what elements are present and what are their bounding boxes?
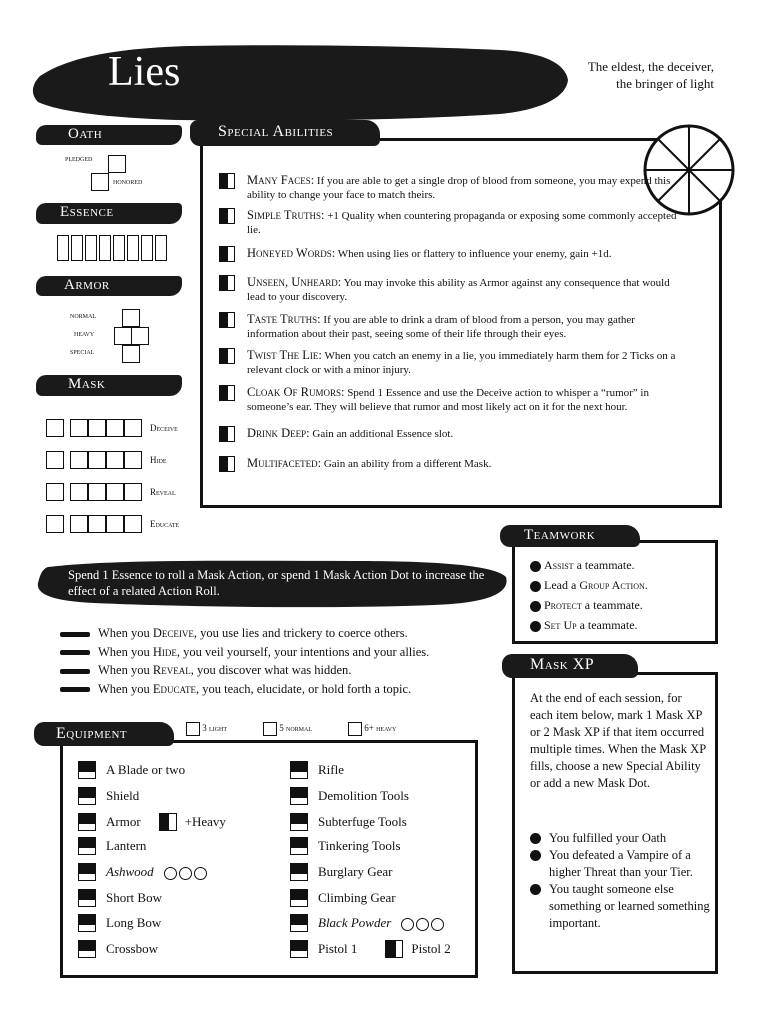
pistol-2-checkbox[interactable] xyxy=(385,940,403,958)
mask-dot[interactable] xyxy=(88,515,106,533)
ability-text: If you are able to get a single drop of blood from someone, you may expend this ability to change your face to match theirs. xyxy=(247,175,671,201)
ability-simple-truths[interactable] xyxy=(219,208,689,237)
mask-dot[interactable] xyxy=(124,483,142,501)
equip-label: Burglary Gear xyxy=(318,864,393,879)
equip-label: Shield xyxy=(106,788,140,803)
ability-name: Simple Truths: xyxy=(247,208,325,222)
oath-honored-checkbox[interactable] xyxy=(91,173,109,191)
teamwork-item-b: a teammate. xyxy=(576,618,638,632)
equip-item[interactable] xyxy=(290,812,407,832)
equip-item[interactable] xyxy=(290,939,451,959)
load-checkbox[interactable] xyxy=(263,722,277,736)
oath-pledged-checkbox[interactable] xyxy=(108,155,126,173)
equip-item[interactable] xyxy=(290,862,392,882)
armor-label: Armor xyxy=(64,277,110,293)
when-lines xyxy=(60,624,429,698)
oath-header xyxy=(36,125,182,145)
when-line xyxy=(60,624,429,643)
load-options xyxy=(186,722,396,736)
ammo-circle[interactable] xyxy=(431,918,444,931)
essence-slot[interactable] xyxy=(113,235,125,261)
teamwork-header xyxy=(500,525,640,547)
equip-checkbox[interactable] xyxy=(78,863,96,881)
ability-multifaceted[interactable] xyxy=(219,456,689,471)
equip-checkbox[interactable] xyxy=(78,889,96,907)
oath-pledged-label: pledged xyxy=(65,154,93,163)
teamwork-item-a: Protect xyxy=(544,598,582,612)
teamwork-item-a: Lead a xyxy=(544,578,580,592)
teamwork-item-b: Group Action. xyxy=(579,578,648,592)
armor-normal-checkbox[interactable] xyxy=(122,309,140,327)
when-verb: Educate xyxy=(152,681,196,696)
mask-action-row xyxy=(46,476,179,508)
tagline xyxy=(588,58,714,92)
bullet-icon xyxy=(530,850,541,861)
teamwork-item xyxy=(530,555,648,575)
mask-xp-item-text: You taught someone else something or learned something important. xyxy=(549,882,710,930)
mask-xp-intro: At the end of each session, for each item below, mark 1 Mask XP or 2 Mask XP if that item occurred multiple times. When the Mask XP fills, choose a new Special Ability or add a new Mask Dot. xyxy=(530,691,706,790)
oath-label: Oath xyxy=(68,126,103,142)
tagline-line-2: the bringer of light xyxy=(616,76,714,91)
heavy-label: +Heavy xyxy=(184,814,226,829)
ability-name: Taste Truths: xyxy=(247,312,321,326)
oath-honored-label: honored xyxy=(113,177,143,186)
essence-label: Essence xyxy=(60,204,114,220)
load-checkbox[interactable] xyxy=(186,722,200,736)
mask-xp-item-text: You fulfilled your Oath xyxy=(549,831,667,845)
ammo-circles[interactable] xyxy=(399,915,444,931)
ability-name: Drink Deep: xyxy=(247,426,310,440)
mask-xp-header xyxy=(502,654,638,678)
mask-action-hide: Hide xyxy=(150,455,167,465)
equip-item[interactable] xyxy=(78,836,146,856)
load-label: 5 normal xyxy=(279,723,313,734)
armor-normal-label: normal xyxy=(70,311,97,320)
bullet-icon xyxy=(530,884,541,895)
ability-many-faces[interactable] xyxy=(219,173,689,202)
essence-header xyxy=(36,203,182,224)
equip-label: Rifle xyxy=(318,762,344,777)
armor-special-checkbox[interactable] xyxy=(122,345,140,363)
equip-label: Long Bow xyxy=(106,915,162,930)
essence-slot[interactable] xyxy=(141,235,153,261)
ability-checkbox[interactable] xyxy=(219,246,235,262)
equip-checkbox[interactable] xyxy=(78,837,96,855)
equip-checkbox[interactable] xyxy=(290,787,308,805)
teamwork-item-a: Set Up xyxy=(544,618,577,632)
mask-xp-item xyxy=(530,847,710,881)
teamwork-item xyxy=(530,575,648,595)
ability-name: Cloak Of Rumors: xyxy=(247,385,345,399)
mask-dot[interactable] xyxy=(46,515,64,533)
ammo-circles[interactable] xyxy=(162,864,207,880)
when-pre: When you xyxy=(98,681,153,696)
equip-checkbox[interactable] xyxy=(78,787,96,805)
equip-checkbox[interactable] xyxy=(290,813,308,831)
teamwork-item-b: a teammate. xyxy=(581,598,643,612)
ability-cloak-of-rumors[interactable] xyxy=(219,385,689,414)
mask-action-row xyxy=(46,444,179,476)
when-post: , you discover what was hidden. xyxy=(190,663,352,677)
mask-action-deceive: Deceive xyxy=(150,423,178,433)
ability-name: Honeyed Words: xyxy=(247,246,336,260)
equip-label: Climbing Gear xyxy=(318,890,396,905)
load-label: 3 light xyxy=(202,723,227,734)
ammo-circle[interactable] xyxy=(179,867,192,880)
equip-item[interactable] xyxy=(78,760,185,780)
dash-mark xyxy=(60,687,90,692)
mask-action-reveal: Reveal xyxy=(150,487,176,497)
when-line xyxy=(60,661,429,680)
armor-header xyxy=(36,276,182,296)
special-abilities-label: Special Abilities xyxy=(218,123,334,140)
equip-checkbox[interactable] xyxy=(78,761,96,779)
equip-checkbox[interactable] xyxy=(78,914,96,932)
when-line xyxy=(60,680,429,699)
equip-item[interactable] xyxy=(78,862,207,882)
tagline-line-1: The eldest, the deceiver, xyxy=(587,59,714,74)
mask-dot[interactable] xyxy=(70,419,88,437)
bullet-icon xyxy=(530,561,541,572)
teamwork-item xyxy=(530,615,648,635)
equip-label: Pistol 1 xyxy=(318,941,358,956)
equip-item[interactable] xyxy=(290,786,409,806)
ability-twist-the-lie[interactable] xyxy=(219,348,689,377)
teamwork-item-b: a teammate. xyxy=(573,558,635,572)
load-light[interactable] xyxy=(186,722,227,736)
armor-special-label: special xyxy=(70,347,95,356)
mask-dot[interactable] xyxy=(124,515,142,533)
equip-checkbox[interactable] xyxy=(290,940,308,958)
bullet-icon xyxy=(530,833,541,844)
ammo-circle[interactable] xyxy=(401,918,414,931)
ability-name: Unseen, Unheard: xyxy=(247,275,342,289)
ability-text: When using lies or flattery to influence your enemy, gain +1d. xyxy=(335,248,612,260)
clock-icon[interactable] xyxy=(641,122,737,218)
essence-slot[interactable] xyxy=(57,235,69,261)
equip-label: Black Powder xyxy=(318,915,392,930)
mask-dot[interactable] xyxy=(70,515,88,533)
ability-text: +1 Quality when countering propaganda or exposing some commonly accepted lie. xyxy=(247,210,677,236)
ability-text: Gain an additional Essence slot. xyxy=(309,428,454,440)
teamwork-item xyxy=(530,595,648,615)
mask-dot[interactable] xyxy=(106,483,124,501)
special-abilities-header xyxy=(190,120,380,146)
ability-honeyed-words[interactable] xyxy=(219,246,689,261)
armor-heavy-checkbox-2[interactable] xyxy=(131,327,149,345)
mask-xp-item-text: You defeated a Vampire of a higher Threat than your Tier. xyxy=(549,848,693,879)
teamwork-item-a: Assist xyxy=(544,558,574,572)
load-checkbox[interactable] xyxy=(348,722,362,736)
teamwork-label: Teamwork xyxy=(524,527,596,543)
mask-xp-list xyxy=(530,830,710,932)
equipment-header xyxy=(34,722,174,746)
ammo-circle[interactable] xyxy=(416,918,429,931)
equipment-label: Equipment xyxy=(56,725,128,742)
ability-text: If you are able to drink a dram of blood from a person, you may gather information about their past, seeing some of their life through their eyes. xyxy=(247,314,635,340)
ability-checkbox[interactable] xyxy=(219,312,235,328)
mask-dot[interactable] xyxy=(46,451,64,469)
equip-checkbox[interactable] xyxy=(78,813,96,831)
mask-dot[interactable] xyxy=(124,419,142,437)
mask-action-educate: Educate xyxy=(150,519,180,529)
ability-name: Multifaceted: xyxy=(247,456,322,470)
ability-name: Many Faces: xyxy=(247,173,315,187)
equip-checkbox[interactable] xyxy=(290,863,308,881)
ability-checkbox[interactable] xyxy=(219,275,235,291)
ability-checkbox[interactable] xyxy=(219,208,235,224)
ability-text: When you catch an enemy in a lie, you immediately harm them for 2 Ticks on a relevant clock or with a minor injury. xyxy=(247,350,676,376)
equip-label: Crossbow xyxy=(106,941,159,956)
equip-label: Ashwood xyxy=(106,864,154,879)
equip-item[interactable] xyxy=(290,836,401,856)
pistol-2-label: Pistol 2 xyxy=(411,941,451,956)
ability-drink-deep[interactable] xyxy=(219,426,689,441)
ability-checkbox[interactable] xyxy=(219,348,235,364)
ability-checkbox[interactable] xyxy=(219,173,235,189)
load-normal[interactable] xyxy=(263,722,312,736)
essence-slot[interactable] xyxy=(99,235,111,261)
when-post: , you use lies and trickery to coerce others. xyxy=(193,626,408,640)
equip-checkbox[interactable] xyxy=(290,889,308,907)
ability-text: Gain an ability from a different Mask. xyxy=(321,458,492,470)
mask-actions xyxy=(46,412,179,540)
when-line xyxy=(60,643,429,662)
essence-slot[interactable] xyxy=(155,235,167,261)
mask-dot[interactable] xyxy=(88,419,106,437)
mask-dot[interactable] xyxy=(46,483,64,501)
mask-header xyxy=(36,375,182,396)
armor-heavy-checkbox[interactable] xyxy=(114,327,132,345)
mask-dot[interactable] xyxy=(70,483,88,501)
equip-checkbox[interactable] xyxy=(78,940,96,958)
when-post: , you teach, elucidate, or hold forth a topic. xyxy=(196,681,412,696)
equip-item[interactable] xyxy=(78,913,161,933)
mask-label: Mask xyxy=(68,376,106,392)
dash-mark xyxy=(60,669,90,674)
when-verb: Deceive xyxy=(152,626,194,640)
when-pre: When you xyxy=(98,644,153,659)
equip-item[interactable] xyxy=(290,888,396,908)
spend-text: Spend 1 Essence to roll a Mask Action, or spend 1 Mask Action Dot to increase the effect of a related Action Roll. xyxy=(68,568,485,598)
equip-checkbox[interactable] xyxy=(290,837,308,855)
mask-xp-label: Mask XP xyxy=(530,656,595,673)
when-verb: Reveal xyxy=(152,663,191,677)
page-title: Lies xyxy=(108,49,181,95)
equip-checkbox[interactable] xyxy=(290,914,308,932)
mask-dot[interactable] xyxy=(70,451,88,469)
equip-item[interactable] xyxy=(78,888,162,908)
bullet-icon xyxy=(530,601,541,612)
mask-dot[interactable] xyxy=(124,451,142,469)
mask-action-row xyxy=(46,508,179,540)
mask-xp-item xyxy=(530,830,710,847)
dash-mark xyxy=(60,632,90,637)
ability-taste-truths[interactable] xyxy=(219,312,689,341)
mask-dot[interactable] xyxy=(106,419,124,437)
ability-checkbox[interactable] xyxy=(219,426,235,442)
mask-dot[interactable] xyxy=(46,419,64,437)
load-heavy[interactable] xyxy=(348,722,396,736)
essence-slot[interactable] xyxy=(71,235,83,261)
heavy-checkbox[interactable] xyxy=(159,813,177,831)
when-pre: When you xyxy=(98,663,153,677)
equip-label: Short Bow xyxy=(106,890,162,905)
load-label: 6+ heavy xyxy=(364,723,397,734)
mask-dot[interactable] xyxy=(88,451,106,469)
equip-label: Tinkering Tools xyxy=(318,838,401,853)
armor-heavy-label: heavy xyxy=(74,329,95,338)
equip-item[interactable] xyxy=(78,939,158,959)
mask-action-row xyxy=(46,412,179,444)
equip-label: Lantern xyxy=(106,838,147,853)
equip-item[interactable] xyxy=(290,760,344,780)
mask-xp-item xyxy=(530,881,710,932)
bullet-icon xyxy=(530,581,541,592)
dash-mark xyxy=(60,650,90,655)
ability-unseen-unheard[interactable] xyxy=(219,275,689,304)
essence-slots xyxy=(57,235,167,261)
equip-checkbox[interactable] xyxy=(290,761,308,779)
ammo-circle[interactable] xyxy=(164,867,177,880)
equip-item[interactable] xyxy=(78,812,226,832)
ability-checkbox[interactable] xyxy=(219,385,235,401)
ability-text: You may invoke this ability as Armor against any consequence that would lead to your discovery. xyxy=(247,277,670,303)
equip-item[interactable] xyxy=(78,786,139,806)
ability-checkbox[interactable] xyxy=(219,456,235,472)
mask-dot[interactable] xyxy=(88,483,106,501)
mask-dot[interactable] xyxy=(106,451,124,469)
ammo-circle[interactable] xyxy=(194,867,207,880)
essence-slot[interactable] xyxy=(85,235,97,261)
essence-slot[interactable] xyxy=(127,235,139,261)
when-pre: When you xyxy=(98,626,153,640)
bullet-icon xyxy=(530,621,541,632)
equip-item[interactable] xyxy=(290,913,444,933)
equip-label: Demolition Tools xyxy=(318,788,409,803)
when-post: , you veil yourself, your intentions and your allies. xyxy=(176,644,430,659)
when-verb: Hide xyxy=(152,644,177,659)
equip-label: A Blade or two xyxy=(106,762,186,777)
equip-label: Subterfuge Tools xyxy=(318,814,407,829)
ability-name: Twist The Lie: xyxy=(247,348,322,362)
mask-dot[interactable] xyxy=(106,515,124,533)
ability-text: Spend 1 Essence and use the Deceive action to whisper a “rumor” in someone’s ear. They will believe that rumor and most likely act on it for the next hour. xyxy=(247,387,649,413)
equip-label: Armor xyxy=(106,814,141,829)
teamwork-list xyxy=(530,555,648,635)
